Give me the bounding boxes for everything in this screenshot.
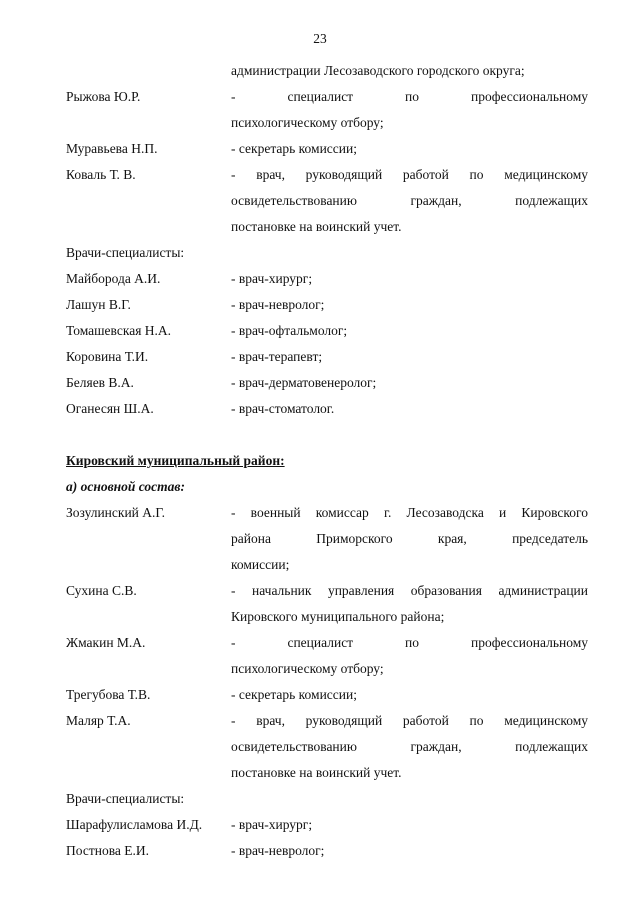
- member-role-line: - специалист по профессиональному: [231, 89, 588, 104]
- member-role-line: - военный комиссар г. Лесозаводска и Кировского: [231, 505, 588, 520]
- specialists-label: Врачи-специалисты:: [66, 791, 185, 806]
- specialist-name: Шарафулисламова И.Д.: [66, 817, 203, 832]
- continuation-line: администрации Лесозаводского городского округа;: [231, 63, 525, 78]
- section-heading: Кировский муниципальный район:: [66, 453, 285, 468]
- member-name: Маляр Т.А.: [66, 713, 131, 728]
- specialist-role: - врач-дерматовенеролог;: [231, 375, 377, 390]
- specialist-role: - врач-невролог;: [231, 843, 325, 858]
- section-subheading: а) основной состав:: [66, 479, 185, 494]
- specialist-role: - врач-хирург;: [231, 817, 313, 832]
- specialist-name: Коровина Т.И.: [66, 349, 149, 364]
- specialist-name: Беляев В.А.: [66, 375, 134, 390]
- member-name: Рыжова Ю.Р.: [66, 89, 141, 104]
- member-role-line: Кировского муниципального района;: [231, 609, 445, 624]
- page-number: 23: [313, 31, 327, 46]
- specialist-name: Лашун В.Г.: [66, 297, 131, 312]
- specialist-role: - врач-невролог;: [231, 297, 325, 312]
- specialist-name: Постнова Е.И.: [66, 843, 150, 858]
- member-role-line: - начальник управления образования администрации: [231, 583, 588, 598]
- member-name: Зозулинский А.Г.: [66, 505, 166, 520]
- member-role-line: постановке на воинский учет.: [231, 765, 402, 780]
- member-role-line: - врач, руководящий работой по медицинскому: [231, 713, 588, 728]
- member-name: Сухина С.В.: [66, 583, 137, 598]
- specialist-name: Оганесян Ш.А.: [66, 401, 154, 416]
- member-role-line: - секретарь комиссии;: [231, 141, 357, 156]
- member-role-line: психологическому отбору;: [231, 661, 384, 676]
- member-role-line: - секретарь комиссии;: [231, 687, 357, 702]
- member-role-line: освидетельствованию граждан, подлежащих: [231, 193, 588, 208]
- specialist-name: Томашевская Н.А.: [66, 323, 172, 338]
- member-role-line: постановке на воинский учет.: [231, 219, 402, 234]
- member-role-line: - специалист по профессиональному: [231, 635, 588, 650]
- member-role-line: освидетельствованию граждан, подлежащих: [231, 739, 588, 754]
- specialist-role: - врач-стоматолог.: [231, 401, 335, 416]
- member-name: Трегубова Т.В.: [66, 687, 151, 702]
- specialist-role: - врач-хирург;: [231, 271, 313, 286]
- specialist-role: - врач-терапевт;: [231, 349, 323, 364]
- member-name: Муравьева Н.П.: [66, 141, 158, 156]
- member-role-line: психологическому отбору;: [231, 115, 384, 130]
- specialists-label: Врачи-специалисты:: [66, 245, 185, 260]
- member-name: Коваль Т. В.: [66, 167, 136, 182]
- member-role-line: комиссии;: [231, 557, 290, 572]
- member-name: Жмакин М.А.: [66, 635, 146, 650]
- specialist-role: - врач-офтальмолог;: [231, 323, 348, 338]
- member-role-line: - врач, руководящий работой по медицинскому: [231, 167, 588, 182]
- specialist-name: Майборода А.И.: [66, 271, 161, 286]
- member-role-line: района Приморского края, председатель: [231, 531, 588, 546]
